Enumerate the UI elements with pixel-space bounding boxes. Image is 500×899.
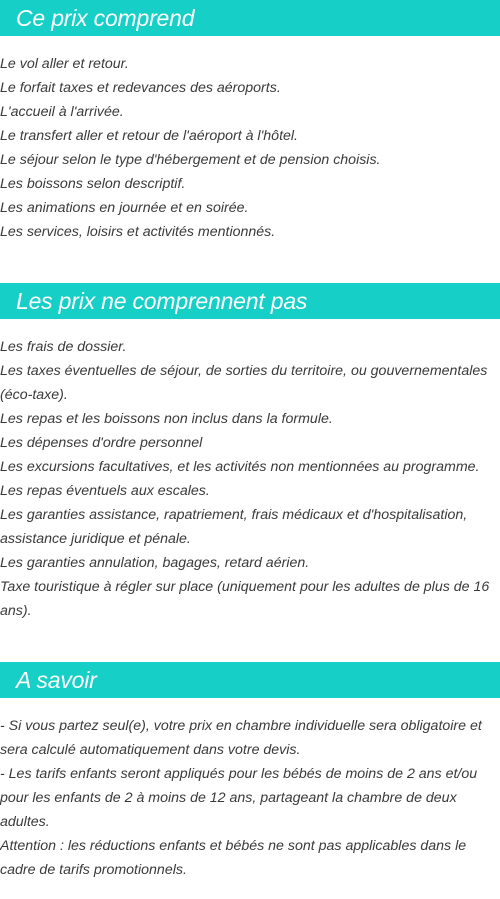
list-item: Les garanties assistance, rapatriement, frais médicaux et d'hospitalisation, assistance juridique et pénale. xyxy=(0,507,468,547)
section-price-excludes xyxy=(0,283,500,623)
section-title-price-excludes: Les prix ne comprennent pas xyxy=(0,283,500,319)
price-excludes-list xyxy=(0,319,500,623)
list-item: Les repas éventuels aux escales. xyxy=(0,483,210,499)
section-title-good-to-know: A savoir xyxy=(0,662,500,698)
list-item: Le vol aller et retour. xyxy=(0,56,129,72)
list-item: Les services, loisirs et activités mentionnés. xyxy=(0,224,276,240)
list-item: Les boissons selon descriptif. xyxy=(0,176,186,192)
list-item: - Les tarifs enfants seront appliqués pour les bébés de moins de 2 ans et/ou pour les enfants de 2 à moins de 12 ans, partageant la chambre de deux adultes. xyxy=(0,766,478,830)
section-price-includes xyxy=(0,0,500,244)
list-item: Les garanties annulation, bagages, retard aérien. xyxy=(0,555,310,571)
list-item: Le séjour selon le type d'hébergement et de pension choisis. xyxy=(0,152,381,168)
list-item: Les dépenses d'ordre personnel xyxy=(0,435,203,451)
price-includes-list xyxy=(0,36,500,244)
list-item: Taxe touristique à régler sur place (uniquement pour les adultes de plus de 16 ans). xyxy=(0,579,490,619)
section-title-price-includes: Ce prix comprend xyxy=(0,0,500,36)
list-item: Attention : les réductions enfants et bébés ne sont pas applicables dans le cadre de tarifs promotionnels. xyxy=(0,838,467,878)
list-item: Les taxes éventuelles de séjour, de sorties du territoire, ou gouvernementales (éco-taxe). xyxy=(0,363,488,403)
good-to-know-list xyxy=(0,698,500,882)
list-item: Le forfait taxes et redevances des aéroports. xyxy=(0,80,281,96)
list-item: Les repas et les boissons non inclus dans la formule. xyxy=(0,411,333,427)
section-good-to-know xyxy=(0,662,500,882)
list-item: Le transfert aller et retour de l'aéroport à l'hôtel. xyxy=(0,128,298,144)
list-item: Les frais de dossier. xyxy=(0,339,127,355)
list-item: L'accueil à l'arrivée. xyxy=(0,104,124,120)
list-item: - Si vous partez seul(e), votre prix en chambre individuelle sera obligatoire et sera calculé automatiquement dans votre devis. xyxy=(0,718,482,758)
list-item: Les animations en journée et en soirée. xyxy=(0,200,249,216)
list-item: Les excursions facultatives, et les activités non mentionnées au programme. xyxy=(0,459,480,475)
